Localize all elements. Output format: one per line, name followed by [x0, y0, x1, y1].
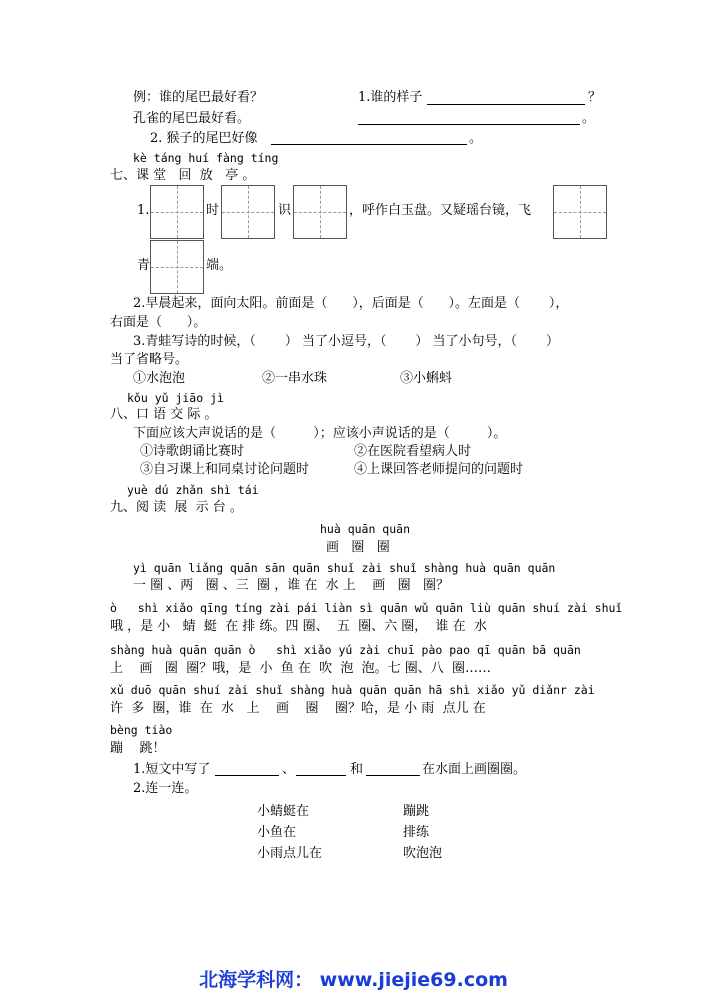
- passage-line: 一 圈 、两 圈 、三 圈 ，谁 在 水 上 画 圈 圈？: [133, 578, 450, 593]
- passage-pinyin: bèng tiào: [110, 723, 173, 737]
- section8-pinyin: kǒu yǔ jiāo jì: [127, 391, 224, 405]
- q2-prefix: 2. 猴子的尾巴好像: [150, 131, 258, 146]
- passage-pinyin: yì quān liǎng quān sān quān shuǐ zài shuǐ shàng huà quān quān: [133, 561, 556, 575]
- char-box-5[interactable]: [150, 240, 204, 294]
- s7-q3-line1: 3.青蛙写诗的时候，（ ） 当了小逗号，（ ） 当了小句号，（ ）: [133, 334, 559, 349]
- poem-qing: 青: [137, 258, 151, 273]
- s8-opt2: ②在医院看望病人时: [354, 444, 472, 459]
- s9-q2: 2.连一连。: [133, 781, 198, 796]
- char-box-4[interactable]: [553, 185, 607, 239]
- s9-q1-blank2[interactable]: [296, 775, 346, 776]
- s7-q2-line2: 右面是（ ）。: [110, 315, 207, 330]
- passage-line: 蹦 跳！: [110, 741, 166, 756]
- example-question: 例：谁的尾巴最好看？: [133, 90, 264, 105]
- s8-question: 下面应该大声说话的是（ ）；应该小声说话的是（ ）。: [133, 426, 507, 441]
- s7-q2-line1: 2.早晨起来，面向太阳。前面是（ ），后面是（ ）。左面是（ ），: [133, 296, 569, 311]
- match-left-item[interactable]: 小雨点儿在: [257, 846, 323, 861]
- s9-q1-sep1: 、: [282, 762, 296, 777]
- site-footer: 北海学科网： www.jiejie69.com: [199, 969, 508, 991]
- passage-pinyin: xǔ duō quān shuí zài shuǐ shàng huà quān quān hā shì xiǎo yǔ diǎnr zài: [110, 683, 595, 697]
- s9-q1-prefix: 1.短文中写了: [133, 762, 211, 777]
- section9-pinyin: yuè dú zhǎn shì tái: [127, 483, 259, 497]
- passage-title: 画 圈 圈: [326, 540, 390, 555]
- q1-answer-blank[interactable]: [358, 124, 580, 125]
- q1-suffix: ？: [588, 90, 602, 105]
- match-right-item[interactable]: 排练: [403, 825, 430, 840]
- section7-title: 七、课 堂 回 放 亭 。: [110, 168, 256, 183]
- passage-line: 许 多 圈，谁 在 水 上 画 圈 圈？哈，是 小 雨 点儿 在: [110, 701, 486, 716]
- s9-q1-blank1[interactable]: [215, 775, 279, 776]
- match-right-item[interactable]: 蹦跳: [403, 804, 430, 819]
- passage-line: 上 画 圈 圈？哦，是 小 鱼 在 吹 泡 泡。七 圈、八 圈……: [110, 661, 492, 676]
- s7-opt1: ①水泡泡: [133, 371, 186, 386]
- char-box-1[interactable]: [150, 185, 204, 239]
- poem-num: 1.: [137, 203, 150, 218]
- q2-blank[interactable]: [271, 144, 467, 145]
- q1-prefix: 1.谁的样子: [358, 90, 423, 105]
- passage-pinyin: shàng huà quān quān ò shì xiǎo yú zài chuī pào pao qī quān bā quān: [110, 643, 581, 657]
- s7-q3-line2: 当了省略号。: [110, 352, 189, 367]
- s8-opt3: ③自习课上和同桌讨论问题时: [140, 462, 310, 477]
- s7-opt2: ②一串水珠: [262, 371, 328, 386]
- passage-pinyin: ò shì xiǎo qīng tíng zài pái liàn sì quān wǔ quān liù quān shuí zài shuǐ: [110, 601, 623, 615]
- q2-suffix: 。: [469, 131, 483, 146]
- section9-title: 九、阅 读 展 示 台 。: [110, 500, 243, 515]
- s9-q1-sep2: 和: [350, 762, 364, 777]
- section8-title: 八、口 语 交 际 。: [110, 407, 218, 422]
- passage-line: 哦 ，是 小 蜻 蜓 在 排 练。四 圈、 五 圈、六 圈， 谁 在 水: [110, 619, 487, 634]
- poem-rest: ，呼作白玉盘。又疑瑶台镜，飞: [349, 203, 532, 218]
- q1-end: 。: [582, 111, 596, 126]
- char-box-3[interactable]: [293, 185, 347, 239]
- passage-title-pinyin: huà quān quān: [320, 522, 411, 536]
- poem-shi: 时: [206, 203, 220, 218]
- s9-q1-end: 在水面上画圈圈。: [422, 762, 527, 777]
- section7-pinyin: kè táng huí fàng tíng: [133, 151, 279, 165]
- poem-duan: 端。: [206, 258, 233, 273]
- q1-blank[interactable]: [427, 104, 585, 105]
- s9-q1-blank3[interactable]: [366, 775, 420, 776]
- match-left-item[interactable]: 小鱼在: [257, 825, 297, 840]
- s8-opt4: ④上课回答老师提问的问题时: [354, 462, 524, 477]
- match-right-item[interactable]: 吹泡泡: [403, 846, 443, 861]
- example-answer: 孔雀的尾巴最好看。: [133, 111, 251, 126]
- match-left-item[interactable]: 小蜻蜓在: [257, 804, 310, 819]
- poem-shi2: 识: [278, 203, 292, 218]
- char-box-2[interactable]: [221, 185, 275, 239]
- s7-opt3: ③小蝌蚪: [400, 371, 453, 386]
- s8-opt1: ①诗歌朗诵比赛时: [140, 444, 245, 459]
